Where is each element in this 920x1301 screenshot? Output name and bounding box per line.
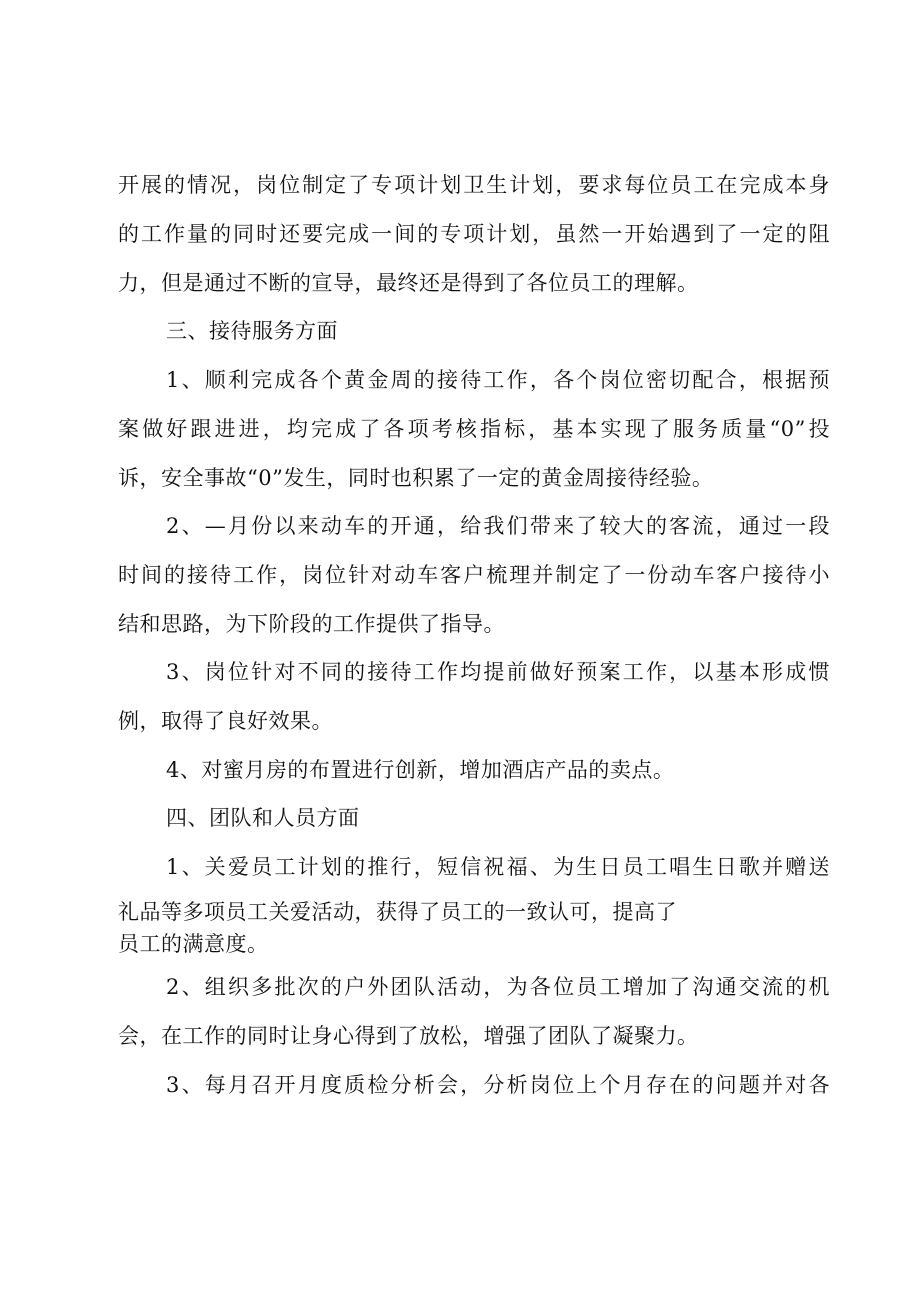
text-line: 3、岗位针对不同的接待工作均提前做好预案工作，以基本形成惯 <box>166 660 830 684</box>
text-line: 2、—月份以来动车的开通，给我们带来了较大的客流，通过一段 <box>166 514 830 538</box>
text-line: 2、组织多批次的户外团队活动，为各位员工增加了沟通交流的机 <box>166 975 830 999</box>
text-line: 开展的情况，岗位制定了专项计划卫生计划，要求每位员工在完成本身 <box>118 173 830 197</box>
text-line: 1、关爱员工计划的推行，短信祝福、为生日员工唱生日歌并赠送 <box>166 855 830 879</box>
section-heading: 四、团队和人员方面 <box>166 806 360 830</box>
text-line: 礼品等多项员工关爱活动，获得了员工的一致认可，提高了 <box>118 900 677 924</box>
text-line: 例，取得了良好效果。 <box>118 709 333 733</box>
text-line: 员工的满意度。 <box>118 932 269 956</box>
text-line: 结和思路，为下阶段的工作提供了指导。 <box>118 612 505 636</box>
text-line: 的工作量的同时还要完成一间的专项计划，虽然一开始遇到了一定的阻 <box>118 222 830 246</box>
text-line: 案做好跟进进，均完成了各项考核指标，基本实现了服务质量“0”投 <box>118 417 830 441</box>
text-line: 会，在工作的同时让身心得到了放松，增强了团队了凝聚力。 <box>118 1024 699 1048</box>
text-line: 诉，安全事故“0”发生，同时也积累了一定的黄金周接待经验。 <box>118 466 714 490</box>
section-heading: 三、接待服务方面 <box>166 319 338 343</box>
text-line: 3、每月召开月度质检分析会，分析岗位上个月存在的问题并对各 <box>166 1073 830 1097</box>
text-line: 4、对蜜月房的布置进行创新，增加酒店产品的卖点。 <box>166 758 675 782</box>
text-line: 1、顺利完成各个黄金周的接待工作，各个岗位密切配合，根据预 <box>166 368 830 392</box>
text-line: 力，但是通过不断的宣导，最终还是得到了各位员工的理解。 <box>118 271 699 295</box>
text-line: 时间的接待工作，岗位针对动车客户梳理并制定了一份动车客户接待小 <box>118 563 830 587</box>
